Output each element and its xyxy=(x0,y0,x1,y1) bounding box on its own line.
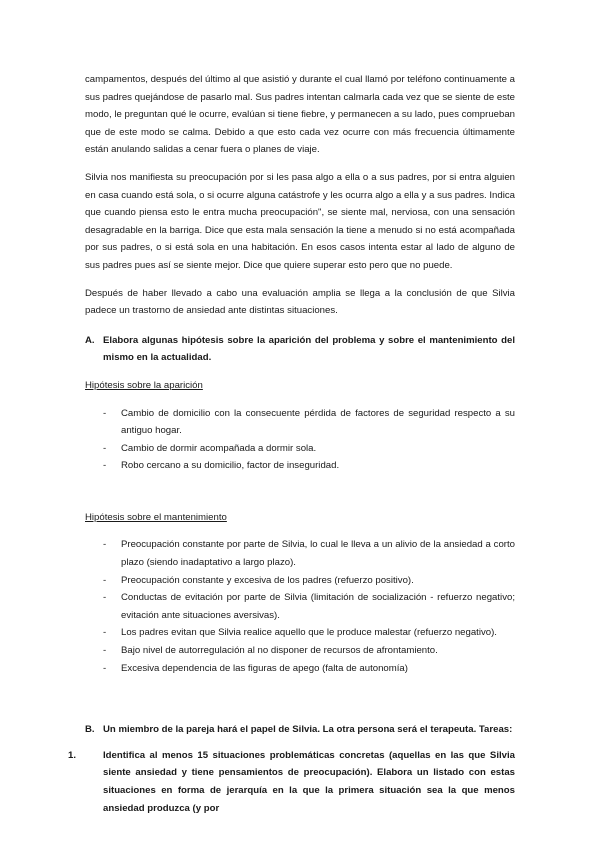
list-item: - Preocupación constante y excesiva de los padres (refuerzo positivo). xyxy=(85,572,515,590)
list-item: - Conductas de evitación por parte de Silvia (limitación de socialización - refuerzo negativo; evitación ante situaciones aversivas). xyxy=(85,589,515,624)
list-item: - Excesiva dependencia de las figuras de apego (falta de autonomía) xyxy=(85,660,515,678)
list-item: - Cambio de dormir acompañada a dormir sola. xyxy=(85,440,515,458)
dash-bullet: - xyxy=(103,645,107,657)
list-item: - Los padres evitan que Silvia realice aquello que le produce malestar (refuerzo negativo). xyxy=(85,624,515,642)
list-item: - Preocupación constante por parte de Silvia, lo cual le lleva a un alivio de la ansiedad a corto plazo (siendo inadaptativo a largo plazo). xyxy=(85,536,515,571)
heading-b-marker: B. xyxy=(85,724,95,736)
hypotheses-maintenance-list xyxy=(85,536,515,677)
dash-bullet: - xyxy=(103,442,107,454)
hypotheses-onset-list xyxy=(85,405,515,475)
heading-b xyxy=(85,721,515,739)
list-item: - Cambio de domicilio con la consecuente pérdida de factores de seguridad respecto a su antiguo hogar. xyxy=(85,405,515,440)
hypotheses-maintenance-section xyxy=(85,509,515,677)
heading-a-text: Elabora algunas hipótesis sobre la aparición del problema y sobre el mantenimiento del mismo en la actualidad. xyxy=(103,334,515,364)
heading-a-marker: A. xyxy=(85,334,95,346)
heading-b-text: Un miembro de la pareja hará el papel de Silvia. La otra persona será el terapeuta. Tareas: xyxy=(103,724,513,736)
dash-bullet: - xyxy=(103,460,107,472)
dash-bullet: - xyxy=(103,592,107,604)
paragraph-camps: campamentos, después del último al que asistió y durante el cual llamó por teléfono continuamente a sus padres quejándose de pasarlo mal. Sus padres intentan calmarla cada vez que se siente de este modo, le preguntan qué le ocurre, evalúan si tiene fiebre, y permanecen a su lado, pues comprueban que de este modo se calma. Debido a que esto cada vez ocurre con más frecuencia últimamente están anulando salidas a cenar fuera o planes de viaje. xyxy=(85,74,515,156)
task-1-text: Identifica al menos 15 situaciones problemáticas concretas (aquellas en las que Silvia siente ansiedad y tiene pensamientos de preocupación). Elabora un listado con estas situaciones en forma de jerarquía en la que la primera situación sea la que menos ansiedad produzca (y por xyxy=(103,749,515,814)
dash-bullet: - xyxy=(103,574,107,586)
task-1-marker: 1. xyxy=(68,749,77,761)
paragraph-worries: Silvia nos manifiesta su preocupación por si les pasa algo a ella o a sus padres, por si entra alguien en casa cuando está sola, o si ocurre alguna catástrofe y les ocurra algo a ella y a sus padres. Indica que cuando piensa esto le entra mucha preocupación", se siente mal, nerviosa, con una sensación desagradable en la barriga. Dice que esta mala sensación la tiene a menudo si no está acompañada por sus padres, o si está sola en una habitación. En esos casos intenta estar al lado de alguno de sus padres pues así se siente mejor. Dice que quiere superar esto pero que no puede. xyxy=(85,171,515,271)
task-1 xyxy=(68,747,515,817)
dash-bullet: - xyxy=(103,627,107,639)
list-item: - Bajo nivel de autorregulación al no disponer de recursos de afrontamiento. xyxy=(85,642,515,660)
paragraph-conclusion: Después de haber llevado a cabo una evaluación amplia se llega a la conclusión de que Silvia padece un trastorno de ansiedad ante distintas situaciones. xyxy=(85,287,515,317)
hypotheses-onset-title: Hipótesis sobre la aparición xyxy=(85,379,203,391)
dash-bullet: - xyxy=(103,539,107,551)
hypotheses-onset-section xyxy=(85,377,515,475)
hypotheses-maintenance-title: Hipótesis sobre el mantenimiento xyxy=(85,511,227,523)
heading-a xyxy=(85,332,515,367)
dash-bullet: - xyxy=(103,407,107,419)
list-item: - Robo cercano a su domicilio, factor de inseguridad. xyxy=(85,457,515,475)
dash-bullet: - xyxy=(103,662,107,674)
